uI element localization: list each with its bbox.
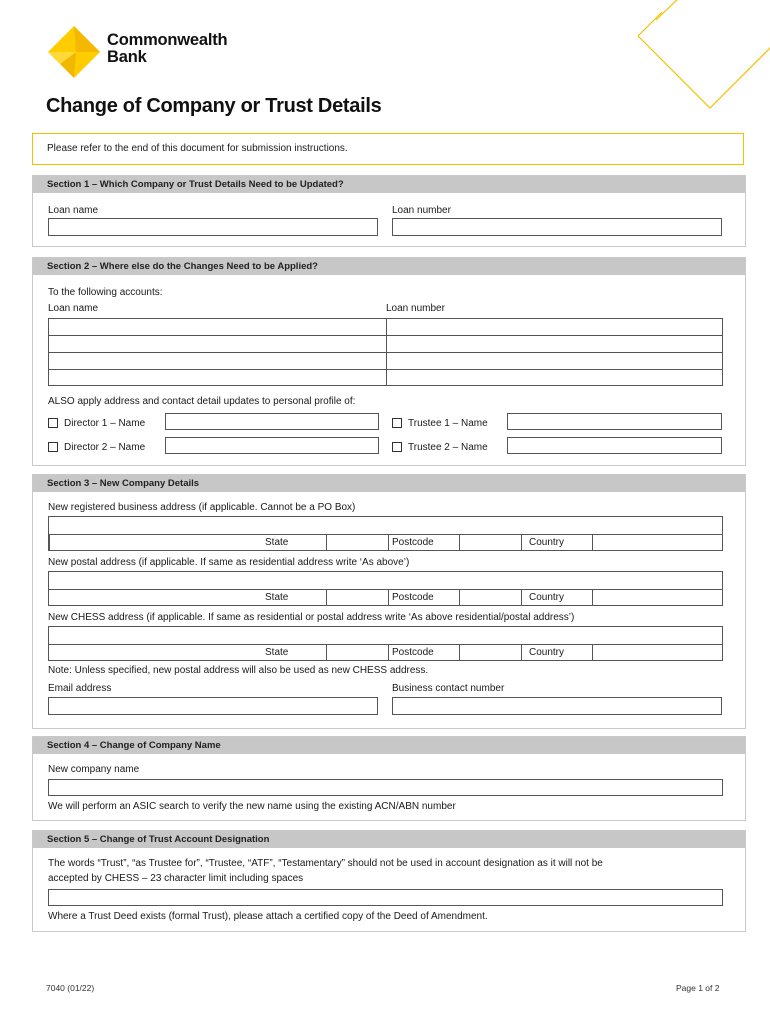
designation-warning-line-1: The words “Trust”, “as Trustee for”, “Trustee, “ATF”, “Testamentary” should not be used in account designation as it will not be xyxy=(48,858,603,869)
registered-address-label: New registered business address (if applicable. Cannot be a PO Box) xyxy=(48,502,356,513)
postal-country-label: Country xyxy=(529,592,565,603)
chess-country-label: Country xyxy=(529,647,565,658)
submission-notice xyxy=(32,133,744,165)
contact-number-label: Business contact number xyxy=(392,683,505,694)
accounts-table[interactable] xyxy=(48,318,723,386)
registered-postcode-label: Postcode xyxy=(392,537,434,548)
section-2-title: Section 2 – Where else do the Changes Need to be Applied? xyxy=(47,261,318,272)
director-1-checkbox[interactable] xyxy=(48,418,58,428)
loan-name-input[interactable] xyxy=(48,218,378,236)
director-2-label: Director 2 – Name xyxy=(64,442,146,453)
trustee-2-checkbox[interactable] xyxy=(392,442,402,452)
designation-warning-line-2: accepted by CHESS – 23 character limit including spaces xyxy=(48,873,304,884)
contact-number-input[interactable] xyxy=(392,697,722,715)
postal-address-label: New postal address (if applicable. If same as residential address write ‘As above’) xyxy=(48,557,410,568)
brand-name xyxy=(107,32,227,66)
section-1-title: Section 1 – Which Company or Trust Details Need to be Updated? xyxy=(47,179,344,190)
section-3-title: Section 3 – New Company Details xyxy=(47,478,200,489)
trustee-2-name-input[interactable] xyxy=(507,437,722,454)
chess-address-input[interactable] xyxy=(48,626,723,661)
brand-line-2: Bank xyxy=(107,48,147,66)
section-2-header xyxy=(33,258,745,275)
account-designation-input[interactable] xyxy=(48,889,723,906)
registered-state-label: State xyxy=(265,537,289,548)
trustee-1-checkbox[interactable] xyxy=(392,418,402,428)
registered-address-input[interactable] xyxy=(48,516,723,551)
section-4-header xyxy=(33,737,745,754)
chess-address-label: New CHESS address (if applicable. If same as residential or postal address write ‘As above residential/postal address’) xyxy=(48,612,575,623)
also-apply-label: ALSO apply address and contact detail updates to personal profile of: xyxy=(48,396,356,407)
form-code: 7040 (01/22) xyxy=(46,983,95,993)
trustee-1-label: Trustee 1 – Name xyxy=(408,418,488,429)
director-1-name-input[interactable] xyxy=(165,413,379,430)
director-1-label: Director 1 – Name xyxy=(64,418,146,429)
section-1 xyxy=(32,175,746,247)
trustee-2-label: Trustee 2 – Name xyxy=(408,442,488,453)
trustee-1-name-input[interactable] xyxy=(507,413,722,430)
loan-number-label: Loan number xyxy=(392,205,451,216)
director-2-checkbox[interactable] xyxy=(48,442,58,452)
commonwealth-bank-logo-icon xyxy=(46,24,102,80)
section-5-header xyxy=(33,831,745,848)
chess-note: Note: Unless specified, new postal address will also be used as new CHESS address. xyxy=(48,665,429,676)
section-4 xyxy=(32,736,746,821)
loan-name-label: Loan name xyxy=(48,205,99,216)
notice-text: Please refer to the end of this document for submission instructions. xyxy=(47,143,348,154)
new-company-name-label: New company name xyxy=(48,764,140,775)
section-5 xyxy=(32,830,746,932)
section-5-title: Section 5 – Change of Trust Account Designation xyxy=(47,834,270,845)
registered-country-label: Country xyxy=(529,537,565,548)
email-input[interactable] xyxy=(48,697,378,715)
accounts-loan-name-label: Loan name xyxy=(48,303,99,314)
section-2 xyxy=(32,257,746,466)
new-company-name-input[interactable] xyxy=(48,779,723,796)
brand-line-1: Commonwealth xyxy=(107,31,228,49)
chess-postcode-label: Postcode xyxy=(392,647,434,658)
accounts-label: To the following accounts: xyxy=(48,287,163,298)
page-title: Change of Company or Trust Details xyxy=(46,95,382,117)
chess-state-label: State xyxy=(265,647,289,658)
postal-address-input[interactable] xyxy=(48,571,723,606)
director-2-name-input[interactable] xyxy=(165,437,379,454)
page-number: Page 1 of 2 xyxy=(676,983,720,993)
section-3-header xyxy=(33,475,745,492)
section-3 xyxy=(32,474,746,729)
asic-note: We will perform an ASIC search to verify the new name using the existing ACN/ABN number xyxy=(48,801,456,812)
postal-state-label: State xyxy=(265,592,289,603)
postal-postcode-label: Postcode xyxy=(392,592,434,603)
section-1-header xyxy=(33,176,745,193)
accounts-loan-number-label: Loan number xyxy=(386,303,445,314)
loan-number-input[interactable] xyxy=(392,218,722,236)
corner-decoration xyxy=(600,0,770,120)
section-4-title: Section 4 – Change of Company Name xyxy=(47,740,221,751)
trust-deed-note: Where a Trust Deed exists (formal Trust), please attach a certified copy of the Deed of Amendment. xyxy=(48,911,488,922)
email-label: Email address xyxy=(48,683,112,694)
